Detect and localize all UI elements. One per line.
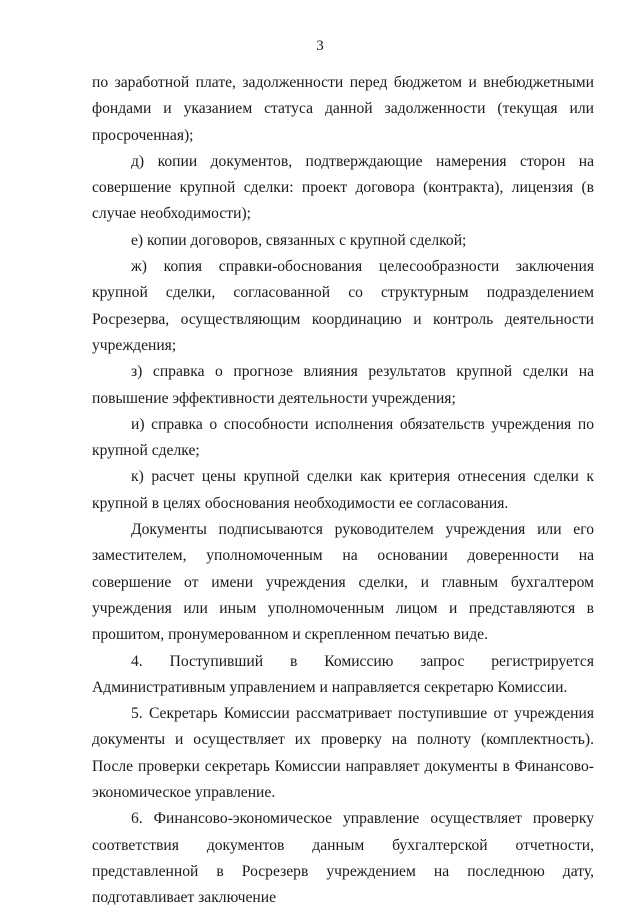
paragraph-item-zh: ж) копия справки-обоснования целесообразности заключения крупной сделки, согласованной со структурным подразделением Росрезерва, осуществляющим координацию и контроль деятельности учреждения; — [92, 258, 594, 354]
paragraph-item-k: к) расчет цены крупной сделки как критерия отнесения сделки к крупной в целях обоснования необходимости ее согласования. — [92, 468, 594, 512]
paragraph-item-e: е) копии договоров, связанных с крупной сделкой; — [131, 231, 467, 249]
paragraph-clause-5: 5. Секретарь Комиссии рассматривает поступившие от учреждения документы и осуществляет их проверку на полноту (комплектность). После проверки секретарь Комиссии направляет документы в Финансово-экономическое управление. — [92, 705, 594, 802]
document-body — [92, 70, 594, 912]
page-number: 3 — [316, 38, 324, 54]
paragraph-item-i: и) справка о способности исполнения обязательств учреждения по крупной сделке; — [92, 415, 594, 460]
paragraph-continuation: по заработной плате, задолженности перед бюджетом и внебюджетными фондами и указанием статуса данной задолженности (текущая или просроченная); — [92, 74, 594, 144]
paragraph-item-d: д) копии документов, подтверждающие намерения сторон на совершение крупной сделки: проект договора (контракта), лицензия (в случае необходимости); — [92, 152, 594, 223]
paragraph-clause-6: 6. Финансово-экономическое управление осуществляет проверку соответствия документов данным бухгалтерской отчетности, представленной в Росрезерв учреждением на последнюю дату, подготавливает заключение — [92, 810, 594, 907]
paragraph-item-z: з) справка о прогнозе влияния результатов крупной сделки на повышение эффективности деятельности учреждения; — [92, 363, 594, 407]
paragraph-signing: Документы подписываются руководителем учреждения или его заместителем, уполномоченным на основании доверенности на совершение от имени учреждения сделки, и главным бухгалтером учреждения или иным уполномоченным лицом и представляются в прошитом, пронумерованном и скрепленном печатью виде. — [92, 521, 594, 644]
paragraph-clause-4: 4. Поступивший в Комиссию запрос регистрируется Административным управлением и направляется секретарю Комиссии. — [92, 652, 594, 696]
